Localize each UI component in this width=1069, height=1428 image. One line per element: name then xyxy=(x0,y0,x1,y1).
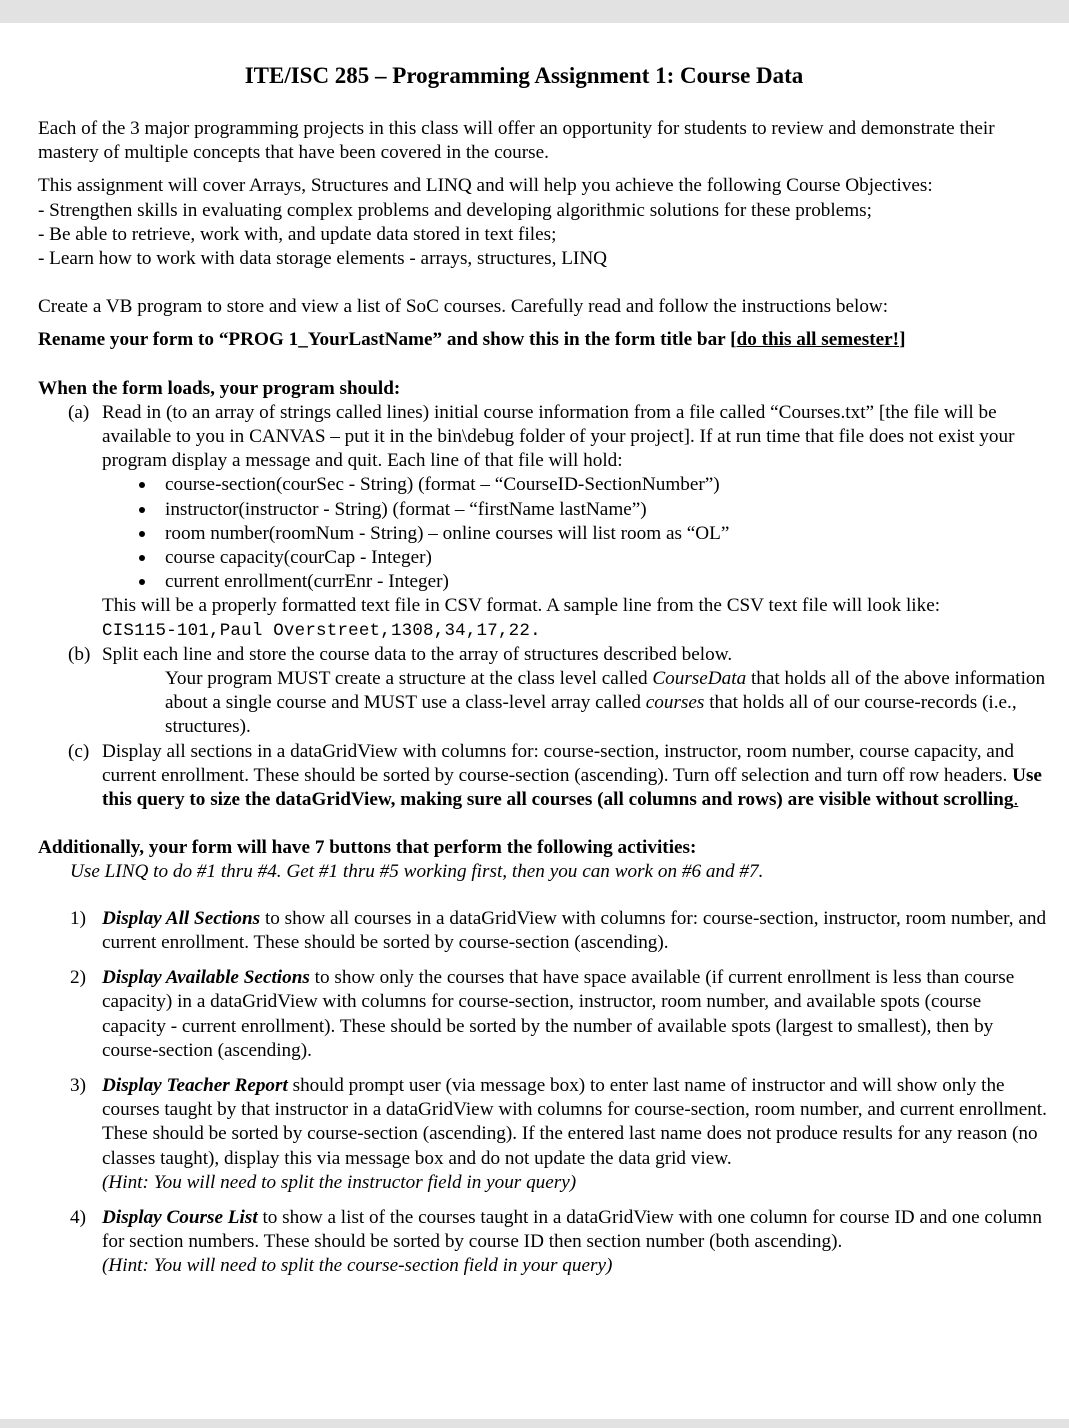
intro-paragraph: Each of the 3 major programming projects in this class will offer an opportunity for students to review and demonstrate their mastery of multiple concepts that have been covered in the course. xyxy=(38,118,995,164)
activity-name: Display Available Sections xyxy=(102,967,310,989)
objective-line: - Strengthen skills in evaluating complex problems and developing algorithmic solutions for these problems; xyxy=(38,199,872,221)
form-loads-list xyxy=(38,401,1048,812)
item-label: (a) xyxy=(68,401,90,423)
document-page xyxy=(0,23,1069,1419)
file-field: instructor(instructor - String) (format – “firstName lastName”) xyxy=(165,498,1048,522)
objectives-intro: This assignment will cover Arrays, Structures and LINQ and will help you achieve the following Course Objectives: xyxy=(38,175,933,197)
csv-note: This will be a properly formatted text file in CSV format. A sample line from the CSV text file will look like: xyxy=(102,595,941,617)
rename-close: ] xyxy=(899,329,906,351)
activity-number: 1) xyxy=(70,907,86,929)
structure-text: that holds all of our course-records (i.e., structures). xyxy=(165,692,1017,738)
structure-text: Your program MUST create a structure at the class level called xyxy=(165,668,653,690)
activity-hint: (Hint: You will need to split the instructor field in your query) xyxy=(102,1171,577,1193)
array-name: courses xyxy=(645,692,705,714)
form-loads-item-a xyxy=(38,401,1048,643)
activity-name: Display Course List xyxy=(102,1206,258,1228)
linq-note: Use LINQ to do #1 thru #4. Get #1 thru #5 working first, then you can work on #6 and #7. xyxy=(70,861,764,883)
item-label: (c) xyxy=(68,740,90,762)
activity-name: Display All Sections xyxy=(102,907,261,929)
file-field: room number(roomNum - String) – online courses will list room as “OL” xyxy=(165,522,1048,546)
button-activities-list xyxy=(38,907,1048,1279)
activity-number: 4) xyxy=(70,1206,86,1228)
activity-hint: (Hint: You will need to split the course-section field in your query) xyxy=(102,1255,613,1277)
objective-line: - Be able to retrieve, work with, and update data stored in text files; xyxy=(38,223,557,245)
item-c-text: Display all sections in a dataGridView with columns for: course-section, instructor, room number, course capacity, and current enrollment. These should be sorted by course-section (ascending). Turn off selection and turn off row headers. xyxy=(102,740,1015,786)
rename-text: Rename your form to “PROG 1_YourLastName” and show this in the form title bar [ xyxy=(38,329,737,351)
rename-underlined: do this all semester! xyxy=(736,329,900,351)
create-instruction: Create a VB program to store and view a list of SoC courses. Carefully read and follow the instructions below: xyxy=(38,296,889,318)
objective-line: - Learn how to work with data storage elements - arrays, structures, LINQ xyxy=(38,248,608,270)
form-loads-heading: When the form loads, your program should: xyxy=(38,377,401,399)
file-field: course capacity(courCap - Integer) xyxy=(165,546,1048,570)
objectives-block xyxy=(38,174,1048,271)
item-b-text: Split each line and store the course data to the array of structures described below. xyxy=(102,643,733,665)
structure-name: CourseData xyxy=(652,668,747,690)
item-c-bold: Use this query to size the dataGridView, making sure all courses (all columns and rows) are visible without scrolling xyxy=(102,764,1042,811)
file-field: course-section(courSec - String) (format – “CourseID-SectionNumber”) xyxy=(165,473,1048,497)
document-content xyxy=(38,61,1048,1279)
activity-number: 2) xyxy=(70,967,86,989)
structure-requirement xyxy=(102,667,1048,740)
activity-number: 3) xyxy=(70,1074,86,1096)
activity-desc: to show all courses in a dataGridView with columns for: course-section, instructor, room number, and current enrollment. These should be sorted by course-section (ascending). xyxy=(102,907,1047,953)
activity-item xyxy=(38,1074,1048,1195)
item-c-end: . xyxy=(1013,789,1019,811)
form-loads-item-b xyxy=(38,643,1048,740)
form-loads-item-c xyxy=(38,740,1048,813)
file-field: current enrollment(currEnr - Integer) xyxy=(165,570,1048,594)
csv-sample-line: CIS115-101,Paul Overstreet,1308,34,17,22. xyxy=(102,620,541,641)
activity-name: Display Teacher Report xyxy=(102,1074,288,1096)
activity-item xyxy=(38,1206,1048,1279)
item-label: (b) xyxy=(68,643,91,665)
page-title: ITE/ISC 285 – Programming Assignment 1: Course Data xyxy=(244,63,804,88)
activity-desc: to show a list of the courses taught in a dataGridView with one column for course ID and one column for section numbers. These should be sorted by course ID then section number (both ascending). xyxy=(102,1206,1042,1253)
file-fields-list xyxy=(102,473,1048,594)
activity-desc: to show only the courses that have space available (if current enrollment is less than course capacity) in a dataGridView with columns for course-section, instructor, room number, and available spots (course capacity - current enrollment). These should be sorted by the number of available spots (largest to smallest), then by course-section (ascending). xyxy=(102,967,1015,1061)
activity-item xyxy=(38,966,1048,1063)
activity-item xyxy=(38,907,1048,955)
buttons-heading: Additionally, your form will have 7 buttons that perform the following activities: xyxy=(38,837,697,859)
structure-text: that holds all of the above information about a single course and MUST use a class-level array called xyxy=(165,668,1046,714)
rename-instruction xyxy=(38,328,1048,352)
activity-desc: should prompt user (via message box) to enter last name of instructor and will show only the courses taught by that instructor in a dataGridView with columns for course-section, room number, and current enrollment. These should be sorted by course-section (ascending). If the entered last name does not produce results for any reason (no classes taught), display this via message box and do not update the data grid view. xyxy=(102,1074,1047,1169)
item-a-text: Read in (to an array of strings called lines) initial course information from a file called “Courses.txt” [the file will be available to you in CANVAS – put it in the bin\debug folder of your project]. If at run time that file does not exist your program display a message and quit. Each line of that file will hold: xyxy=(102,401,1015,472)
